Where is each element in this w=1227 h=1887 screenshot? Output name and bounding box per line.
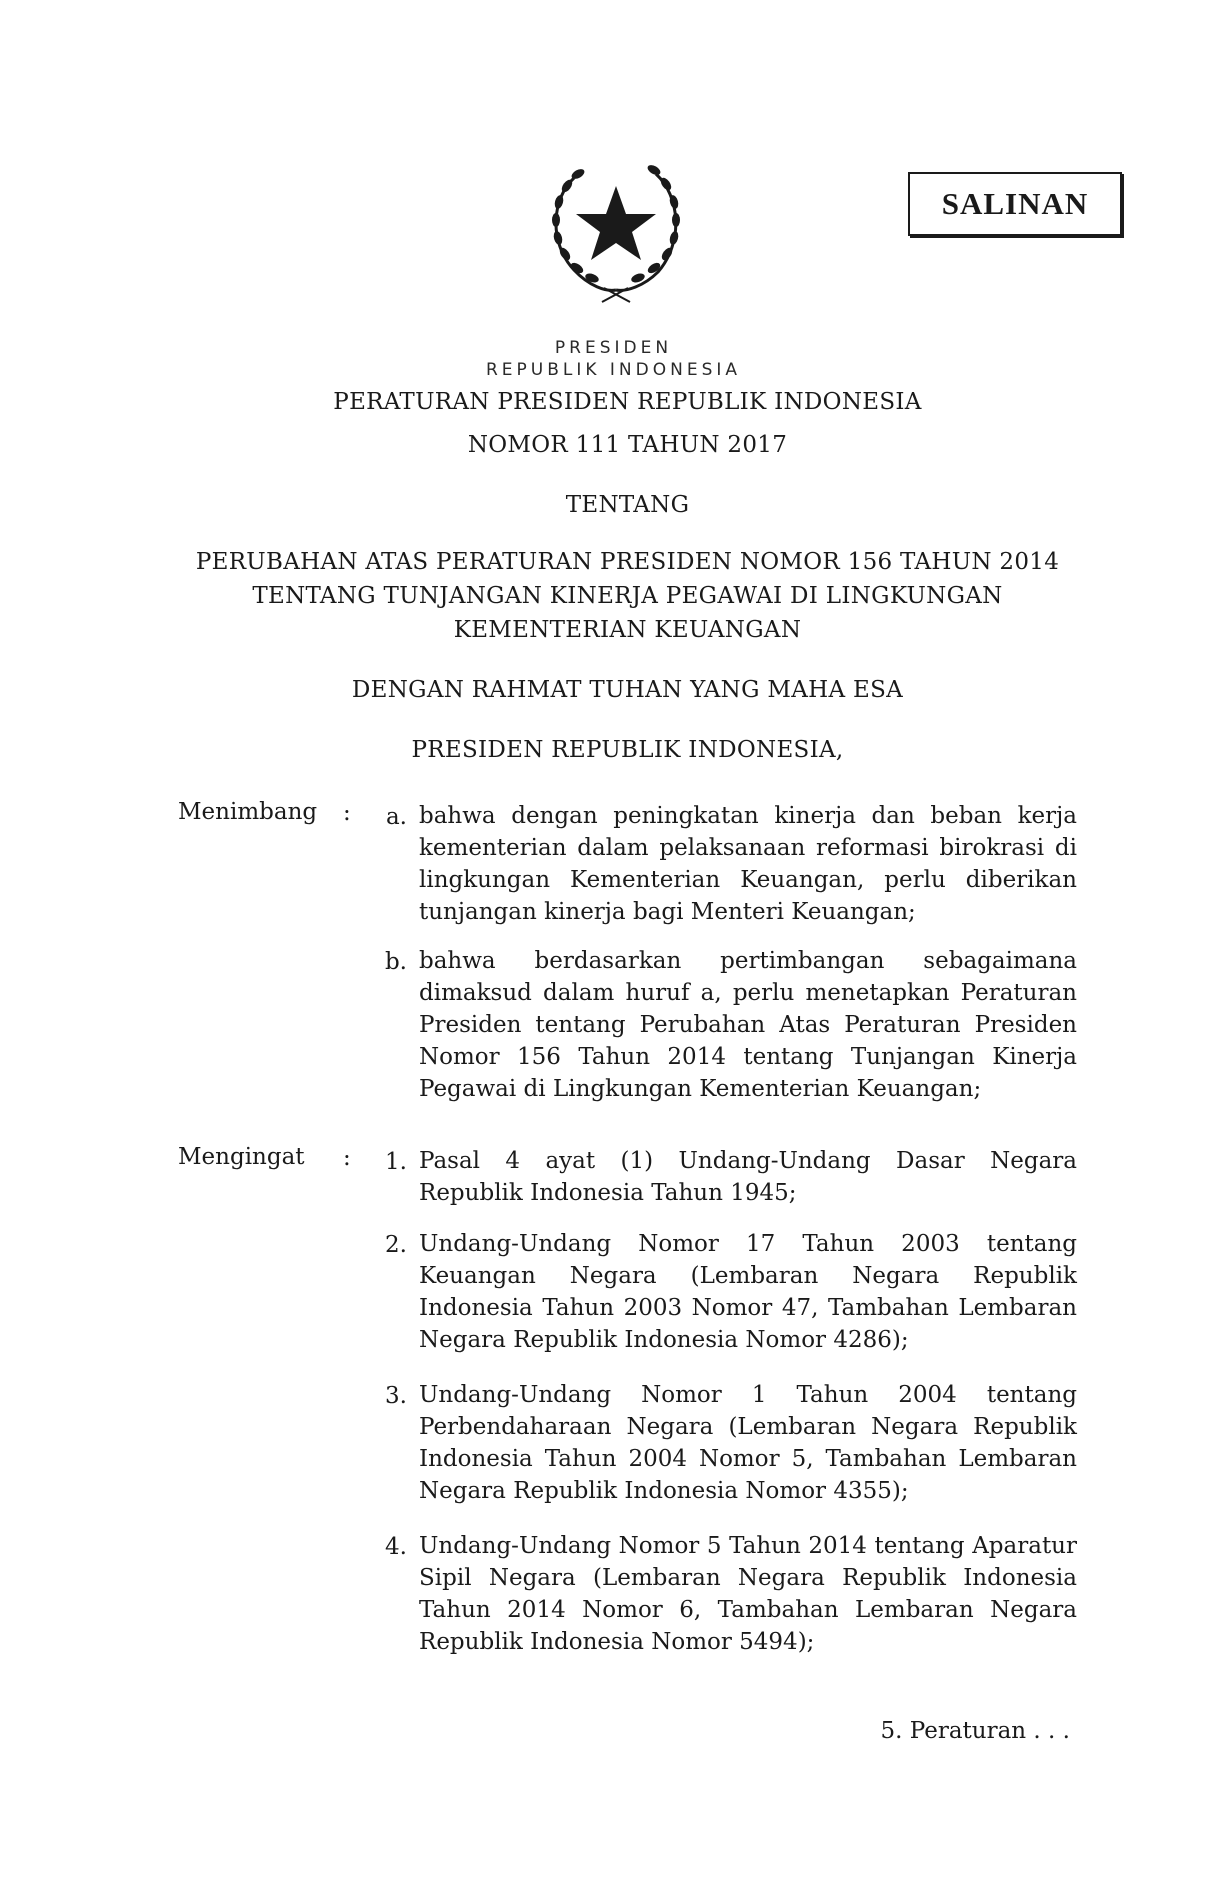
letterhead-republik: REPUBLIK INDONESIA: [485, 360, 742, 380]
regulation-number: NOMOR 111 TAHUN 2017: [467, 432, 788, 458]
mengingat-item: Undang-Undang Nomor 5 Tahun 2014 tentang Aparatur Sipil Negara (Lembaran Negara Republik Indonesia Tahun 2014 Nomor 6, Tambahan Lembaran Negara Republik Indonesia Nomor 5494);: [419, 1533, 1077, 1655]
continuation-marker: 5. Peraturan . . .: [880, 1718, 1070, 1744]
menimbang-marker: a.: [385, 804, 407, 830]
menimbang-marker: b.: [384, 949, 407, 975]
mengingat-marker: 3.: [385, 1383, 407, 1409]
presidential-emblem-icon: [534, 150, 696, 305]
mengingat-item: Pasal 4 ayat (1) Undang-Undang Dasar Negara Republik Indonesia Tahun 1945;: [419, 1148, 1077, 1206]
regulation-subject-line: KEMENTERIAN KEUANGAN: [453, 617, 802, 643]
mengingat-marker: 4.: [385, 1534, 407, 1560]
mengingat-item: Undang-Undang Nomor 17 Tahun 2003 tentang Keuangan Negara (Lembaran Negara Republik Indonesia Tahun 2003 Nomor 47, Tambahan Lembaran Negara Republik Indonesia Nomor 4286);: [419, 1231, 1077, 1353]
regulation-subject-line: PERUBAHAN ATAS PERATURAN PRESIDEN NOMOR 156 TAHUN 2014: [195, 549, 1060, 575]
menimbang-item: bahwa dengan peningkatan kinerja dan beban kerja kementerian dalam pelaksanaan reformasi birokrasi di lingkungan Kementerian Keuangan, perlu diberikan tunjangan kinerja bagi Menteri Keuangan;: [419, 803, 1077, 925]
invocation: DENGAN RAHMAT TUHAN YANG MAHA ESA: [351, 677, 904, 703]
menimbang-label: Menimbang: [178, 799, 318, 825]
salinan-stamp: SALINAN: [908, 172, 1122, 236]
mengingat-label: Mengingat: [178, 1144, 305, 1170]
mengingat-marker: 1.: [385, 1149, 407, 1175]
regulation-title: PERATURAN PRESIDEN REPUBLIK INDONESIA: [333, 389, 922, 415]
mengingat-colon: :: [343, 1145, 351, 1171]
letterhead-presiden: PRESIDEN: [554, 338, 673, 358]
regulation-subject-line: TENTANG TUNJANGAN KINERJA PEGAWAI DI LINGKUNGAN: [252, 583, 1003, 609]
menimbang-item: bahwa berdasarkan pertimbangan sebagaimana dimaksud dalam huruf a, perlu menetapkan Peraturan Presiden tentang Perubahan Atas Peraturan Presiden Nomor 156 Tahun 2014 tentang Tunjangan Kinerja Pegawai di Lingkungan Kementerian Keuangan;: [419, 948, 1077, 1102]
menimbang-colon: :: [343, 800, 351, 826]
regulation-about: TENTANG: [565, 492, 690, 518]
mengingat-marker: 2.: [385, 1232, 407, 1258]
issuer: PRESIDEN REPUBLIK INDONESIA,: [411, 737, 844, 763]
mengingat-item: Undang-Undang Nomor 1 Tahun 2004 tentang Perbendaharaan Negara (Lembaran Negara Republik Indonesia Tahun 2004 Nomor 5, Tambahan Lembaran Negara Republik Indonesia Nomor 4355);: [419, 1382, 1077, 1504]
